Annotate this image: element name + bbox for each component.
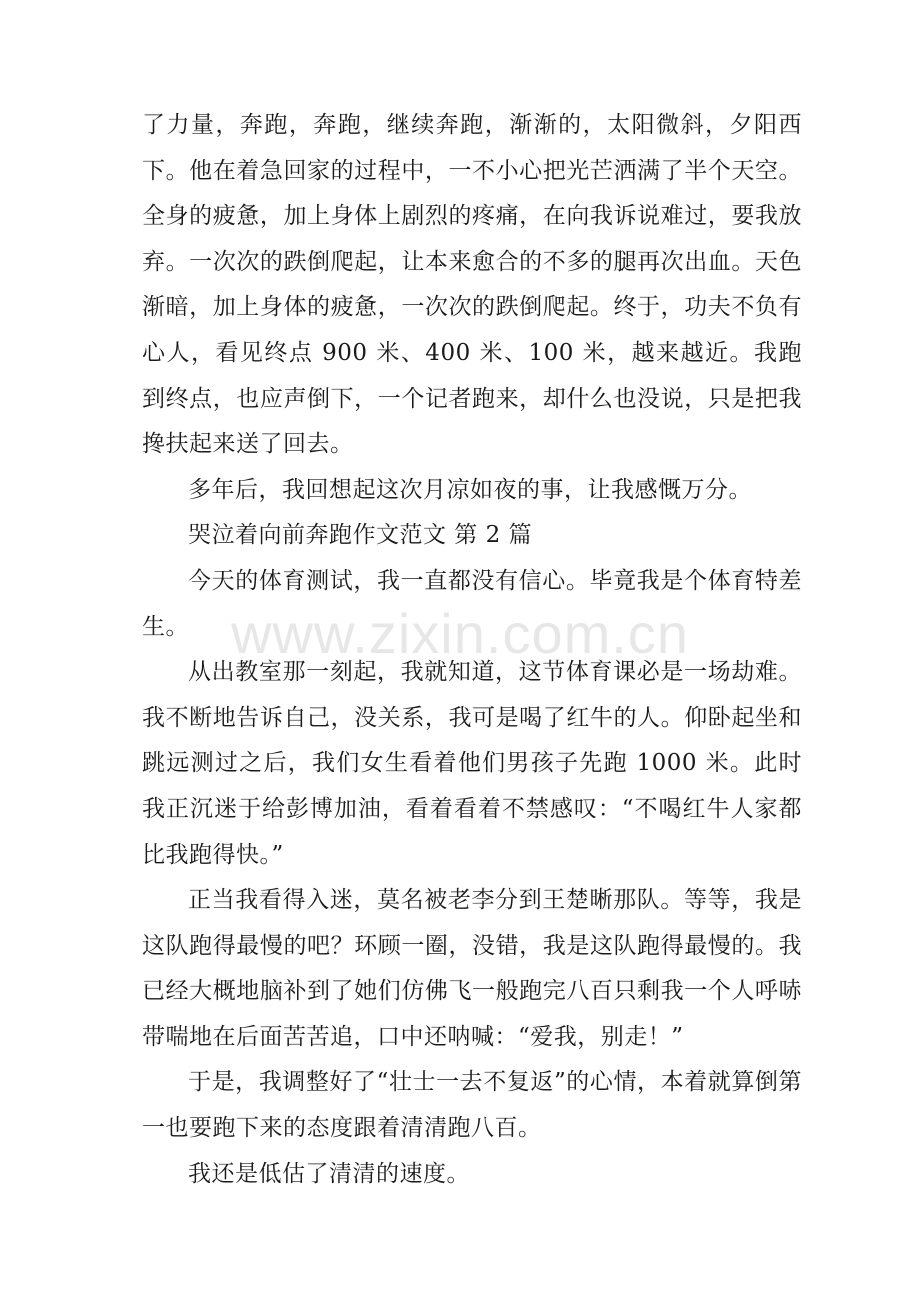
paragraph-ending: 我还是低估了清清的速度。 [188,1160,470,1187]
paragraph-intro: 今天的体育测试，我一直都没有信心。毕竟我是个体育特差生。 [142,567,802,640]
paragraph-team: 正当我看得入迷，莫名被老李分到王楚晰那队。等等，我是这队跑得最慢的吧？环顾一圈，没错，我是这队跑得最慢的。我已经大概地脑补到了她们仿佛飞一般跑完八百只剩我一个人呼哧带喘地在后面苦苦追，口中还呐喊：“爱我，别走！” [142,887,802,1050]
paragraph-resolve: 于是，我调整好了“壮士一去不复返”的心情，本着就算倒第一也要跑下来的态度跟着清清跑八百。 [142,1069,802,1142]
paragraph-reflection: 多年后，我回想起这次月凉如夜的事，让我感慨万分。 [188,476,752,503]
paragraph-classroom: 从出教室那一刻起，我就知道，这节体育课必是一场劫难。我不断地告诉自己，没关系，我可是喝了红牛的人。仰卧起坐和跳远测过之后，我们女生看着他们男孩子先跑 1000 米。此时我正沉迷于给彭博加油，看着看着不禁感叹：“不喝红牛人家都比我跑得快。” [142,659,802,868]
section-heading: 哭泣着向前奔跑作文范文 第 2 篇 [188,522,533,549]
document-body [142,103,802,1197]
paragraph-continuation: 了力量，奔跑，奔跑，继续奔跑，渐渐的，太阳微斜，夕阳西下。他在着急回家的过程中，一不小心把光芒洒满了半个天空。全身的疲惫，加上身体上剧烈的疼痛，在向我诉说难过，要我放弃。一次次的跌倒爬起，让本来愈合的不多的腿再次出血。天色渐暗，加上身体的疲惫，一次次的跌倒爬起。终于，功夫不负有心人，看见终点 900 米、400 米、100 米，越来越近。我跑到终点，也应声倒下，一个记者跑来，却什么也没说，只是把我搀扶起来送了回去。 [142,112,802,458]
watermark: www.zixin.com.cn [231,602,689,665]
